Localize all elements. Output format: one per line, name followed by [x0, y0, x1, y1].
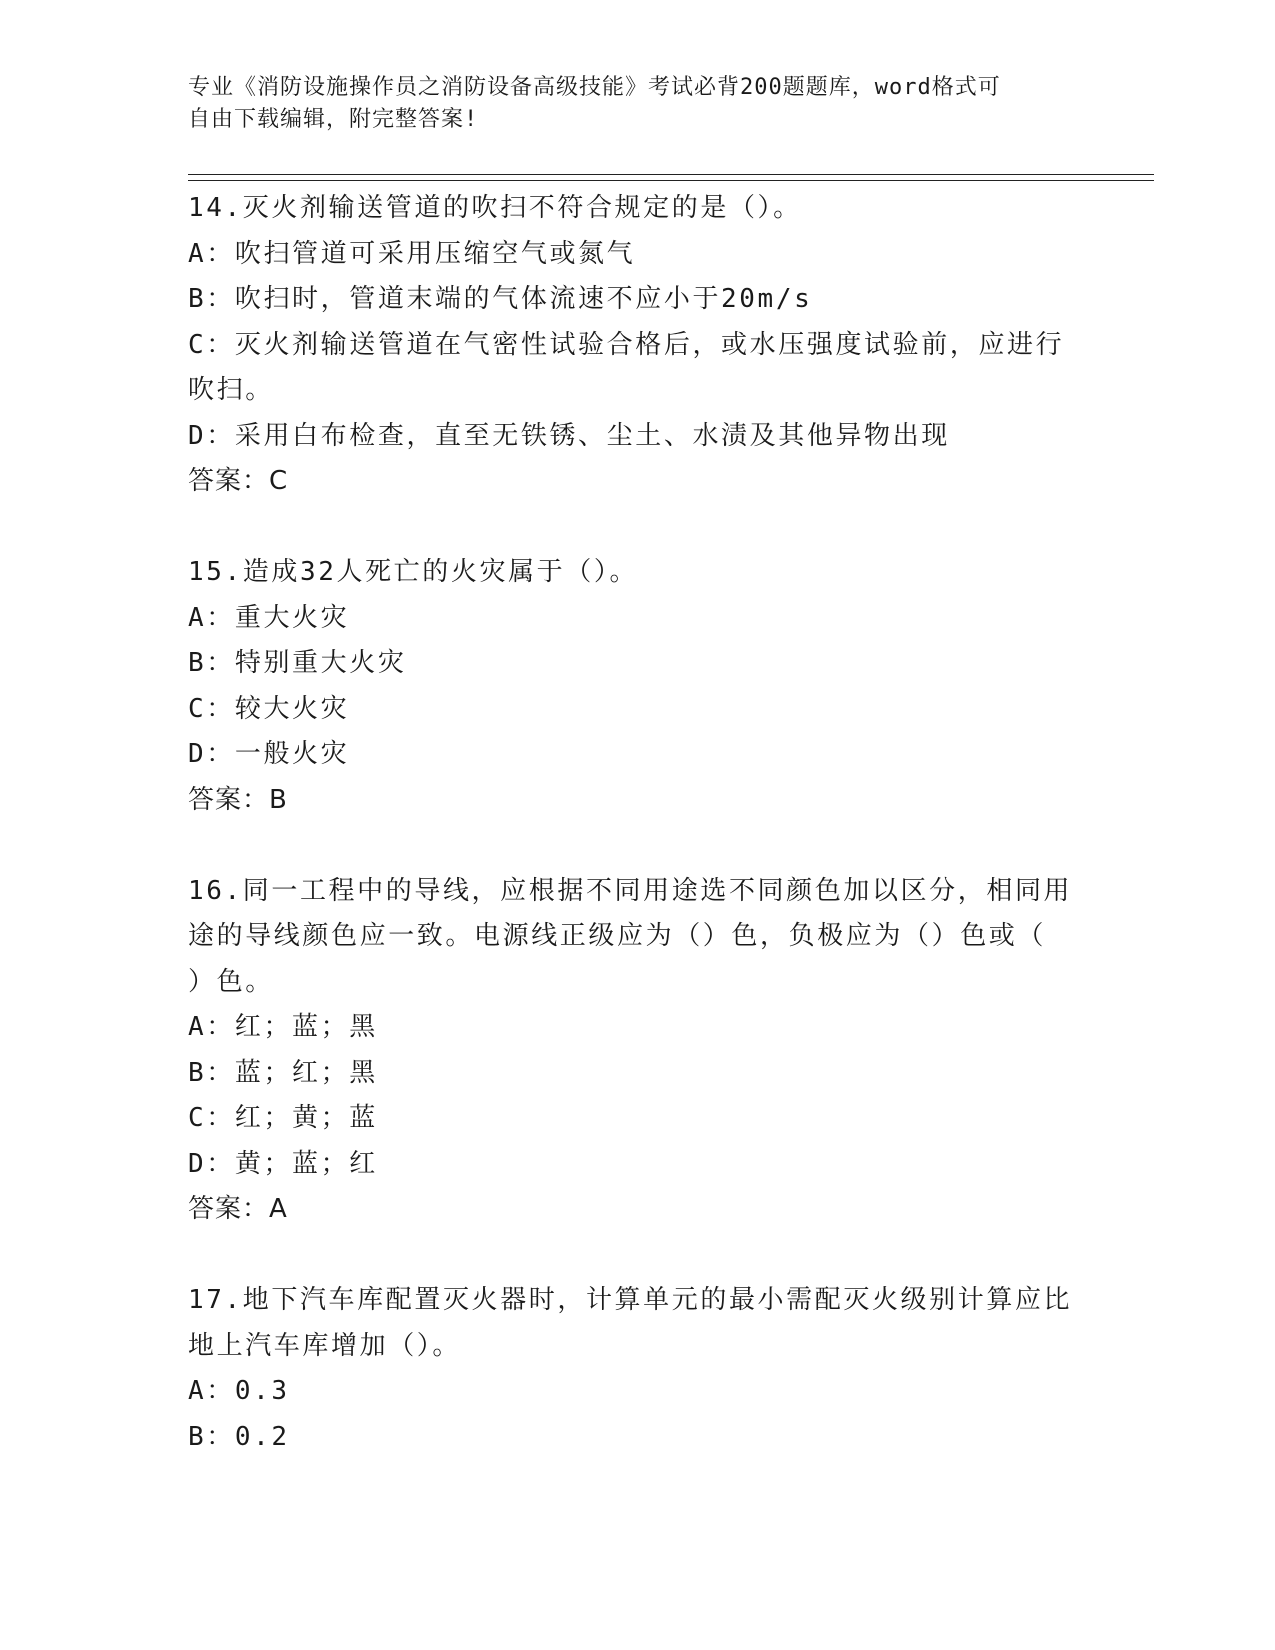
question-stem: 15.造成32人死亡的火灾属于（）。 — [188, 557, 639, 587]
question-list — [188, 186, 1088, 1460]
option-a: A：0.3 — [188, 1376, 290, 1406]
answer-label: 答案：C — [188, 466, 289, 496]
option-c: C：较大火灾 — [188, 693, 350, 724]
option-c: C：红；黄；蓝 — [188, 1103, 378, 1133]
option-b: B：吹扫时，管道末端的气体流速不应小于20m/s — [188, 284, 813, 314]
question-spacer — [188, 505, 1088, 551]
option-b: B：特别重大火灾 — [188, 648, 407, 678]
question-stem: 17.地下汽车库配置灭火器时，计算单元的最小需配灭火级别计算应比 — [188, 1285, 1073, 1315]
answer-label: 答案：B — [188, 784, 288, 815]
option-b: B：0.2 — [188, 1421, 290, 1452]
option-d: D：一般火灾 — [188, 739, 350, 769]
question-14 — [188, 186, 1088, 505]
header-rule-bottom — [188, 180, 1154, 181]
option-a: A：吹扫管道可采用压缩空气或氮气 — [188, 238, 636, 269]
option-d: D：黄；蓝；红 — [188, 1148, 378, 1179]
option-c-continued: 吹扫。 — [188, 375, 274, 405]
question-16 — [188, 869, 1088, 1233]
header-line-2: 自由下载编辑，附完整答案! — [188, 107, 479, 132]
option-a: A：重大火灾 — [188, 602, 350, 633]
question-stem: 16.同一工程中的导线，应根据不同用途选不同颜色加以区分，相同用 — [188, 875, 1073, 906]
question-stem-continued: 地上汽车库增加（）。 — [188, 1330, 462, 1361]
question-stem-continued: 途的导线颜色应一致。电源线正级应为（）色，负极应为（）色或（ — [188, 921, 1047, 951]
question-17 — [188, 1278, 1088, 1460]
question-stem: 14.灭火剂输送管道的吹扫不符合规定的是（）。 — [188, 193, 802, 223]
question-stem-continued: ）色。 — [188, 966, 274, 997]
question-spacer — [188, 1233, 1088, 1279]
answer-label: 答案：A — [188, 1194, 288, 1224]
document-header — [188, 72, 1068, 136]
option-d: D：采用白布检查，直至无铁锈、尘土、水渍及其他异物出现 — [188, 420, 950, 451]
question-spacer — [188, 823, 1088, 869]
option-a: A：红；蓝；黑 — [188, 1012, 378, 1042]
option-c: C：灭火剂输送管道在气密性试验合格后，或水压强度试验前，应进行 — [188, 329, 1065, 360]
header-line-1: 专业《消防设施操作员之消防设备高级技能》考试必背200题题库，word格式可 — [188, 75, 1001, 100]
option-b: B：蓝；红；黑 — [188, 1057, 378, 1088]
header-rule-top — [188, 174, 1154, 175]
question-15 — [188, 550, 1088, 823]
